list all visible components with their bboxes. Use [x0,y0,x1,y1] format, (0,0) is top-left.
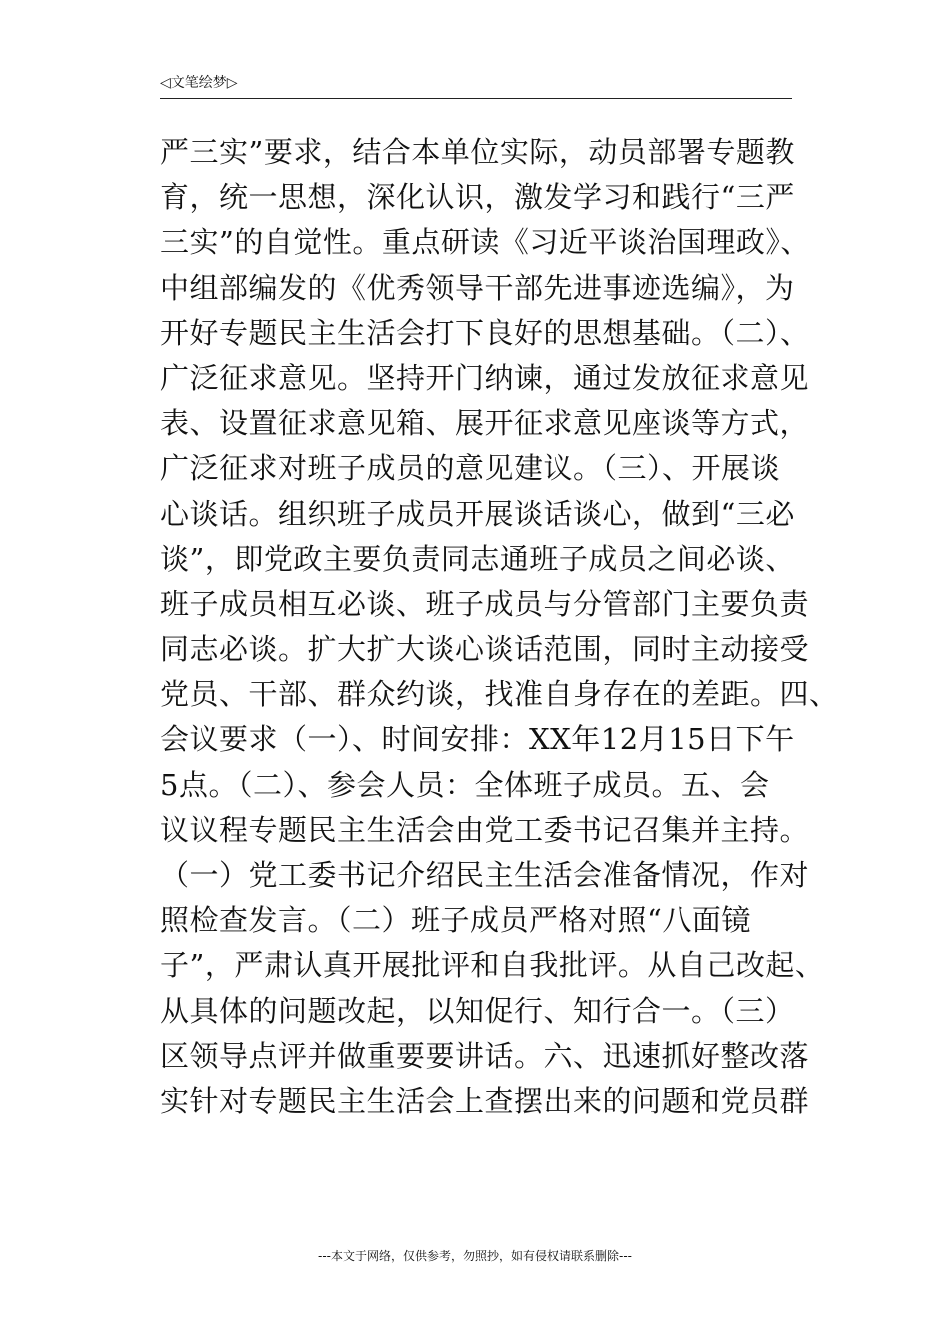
text-line: 谈”，即党政主要负责同志通班子成员之间必谈、 [160,541,795,576]
text-line: 心谈话。组织班子成员开展谈话谈心，做到“三必 [160,496,795,531]
text-line: 从具体的问题改起，以知促行、知行合一。（三） [160,993,795,1028]
text-line: 5点。（二）、参会人员：全体班子成员。五、会 [160,767,770,802]
text-line: 广泛征求意见。坚持开门纳谏，通过发放征求意见 [160,360,810,395]
text-line: 实针对专题民主生活会上查摆出来的问题和党员群 [160,1083,810,1118]
text-line: 照检查发言。（二）班子成员严格对照“八面镜 [160,903,751,938]
text-line: 广泛征求对班子成员的意见建议。（三）、开展谈 [160,451,781,486]
text-line: 会议要求（一）、时间安排：XX年12月15日下午 [160,722,795,757]
text-line: 严三实”要求，结合本单位实际，动员部署专题教 [160,135,795,169]
text-line: 同志必谈。扩大扩大谈心谈话范围，同时主动接受 [160,632,810,667]
text-line: 中组部编发的《优秀领导干部先进事迹选编》，为 [160,270,795,305]
header-brand: ◁文笔绘梦▷ [160,75,238,91]
text-line: 班子成员相互必谈、班子成员与分管部门主要负责 [160,586,810,621]
footer-notice: ---本文于网络，仅供参考，勿照抄，如有侵权请联系删除--- [318,1249,632,1263]
text-line: 育，统一思想，深化认识，激发学习和践行“三严 [160,180,795,215]
text-line: 党员、干部、群众约谈，找准自身存在的差距。四、 [160,677,839,712]
text-line: （一）党工委书记介绍民主生活会准备情况，作对 [160,858,810,892]
text-line: 子”，严肃认真开展批评和自我批评。从自己改起、 [160,948,825,983]
document-body [160,130,839,1124]
text-line: 开好专题民主生活会打下良好的思想基础。（二）、 [160,315,810,350]
text-line: 三实”的自觉性。重点研读《习近平谈治国理政》、 [160,225,810,260]
text-line: 表、设置征求意见箱、展开征求意见座谈等方式， [160,406,810,441]
text-line: 区领导点评并做重要要讲话。六、迅速抓好整改落 [160,1038,810,1073]
text-line: 议议程专题民主生活会由党工委书记召集并主持。 [160,812,810,847]
page-header [160,72,792,99]
